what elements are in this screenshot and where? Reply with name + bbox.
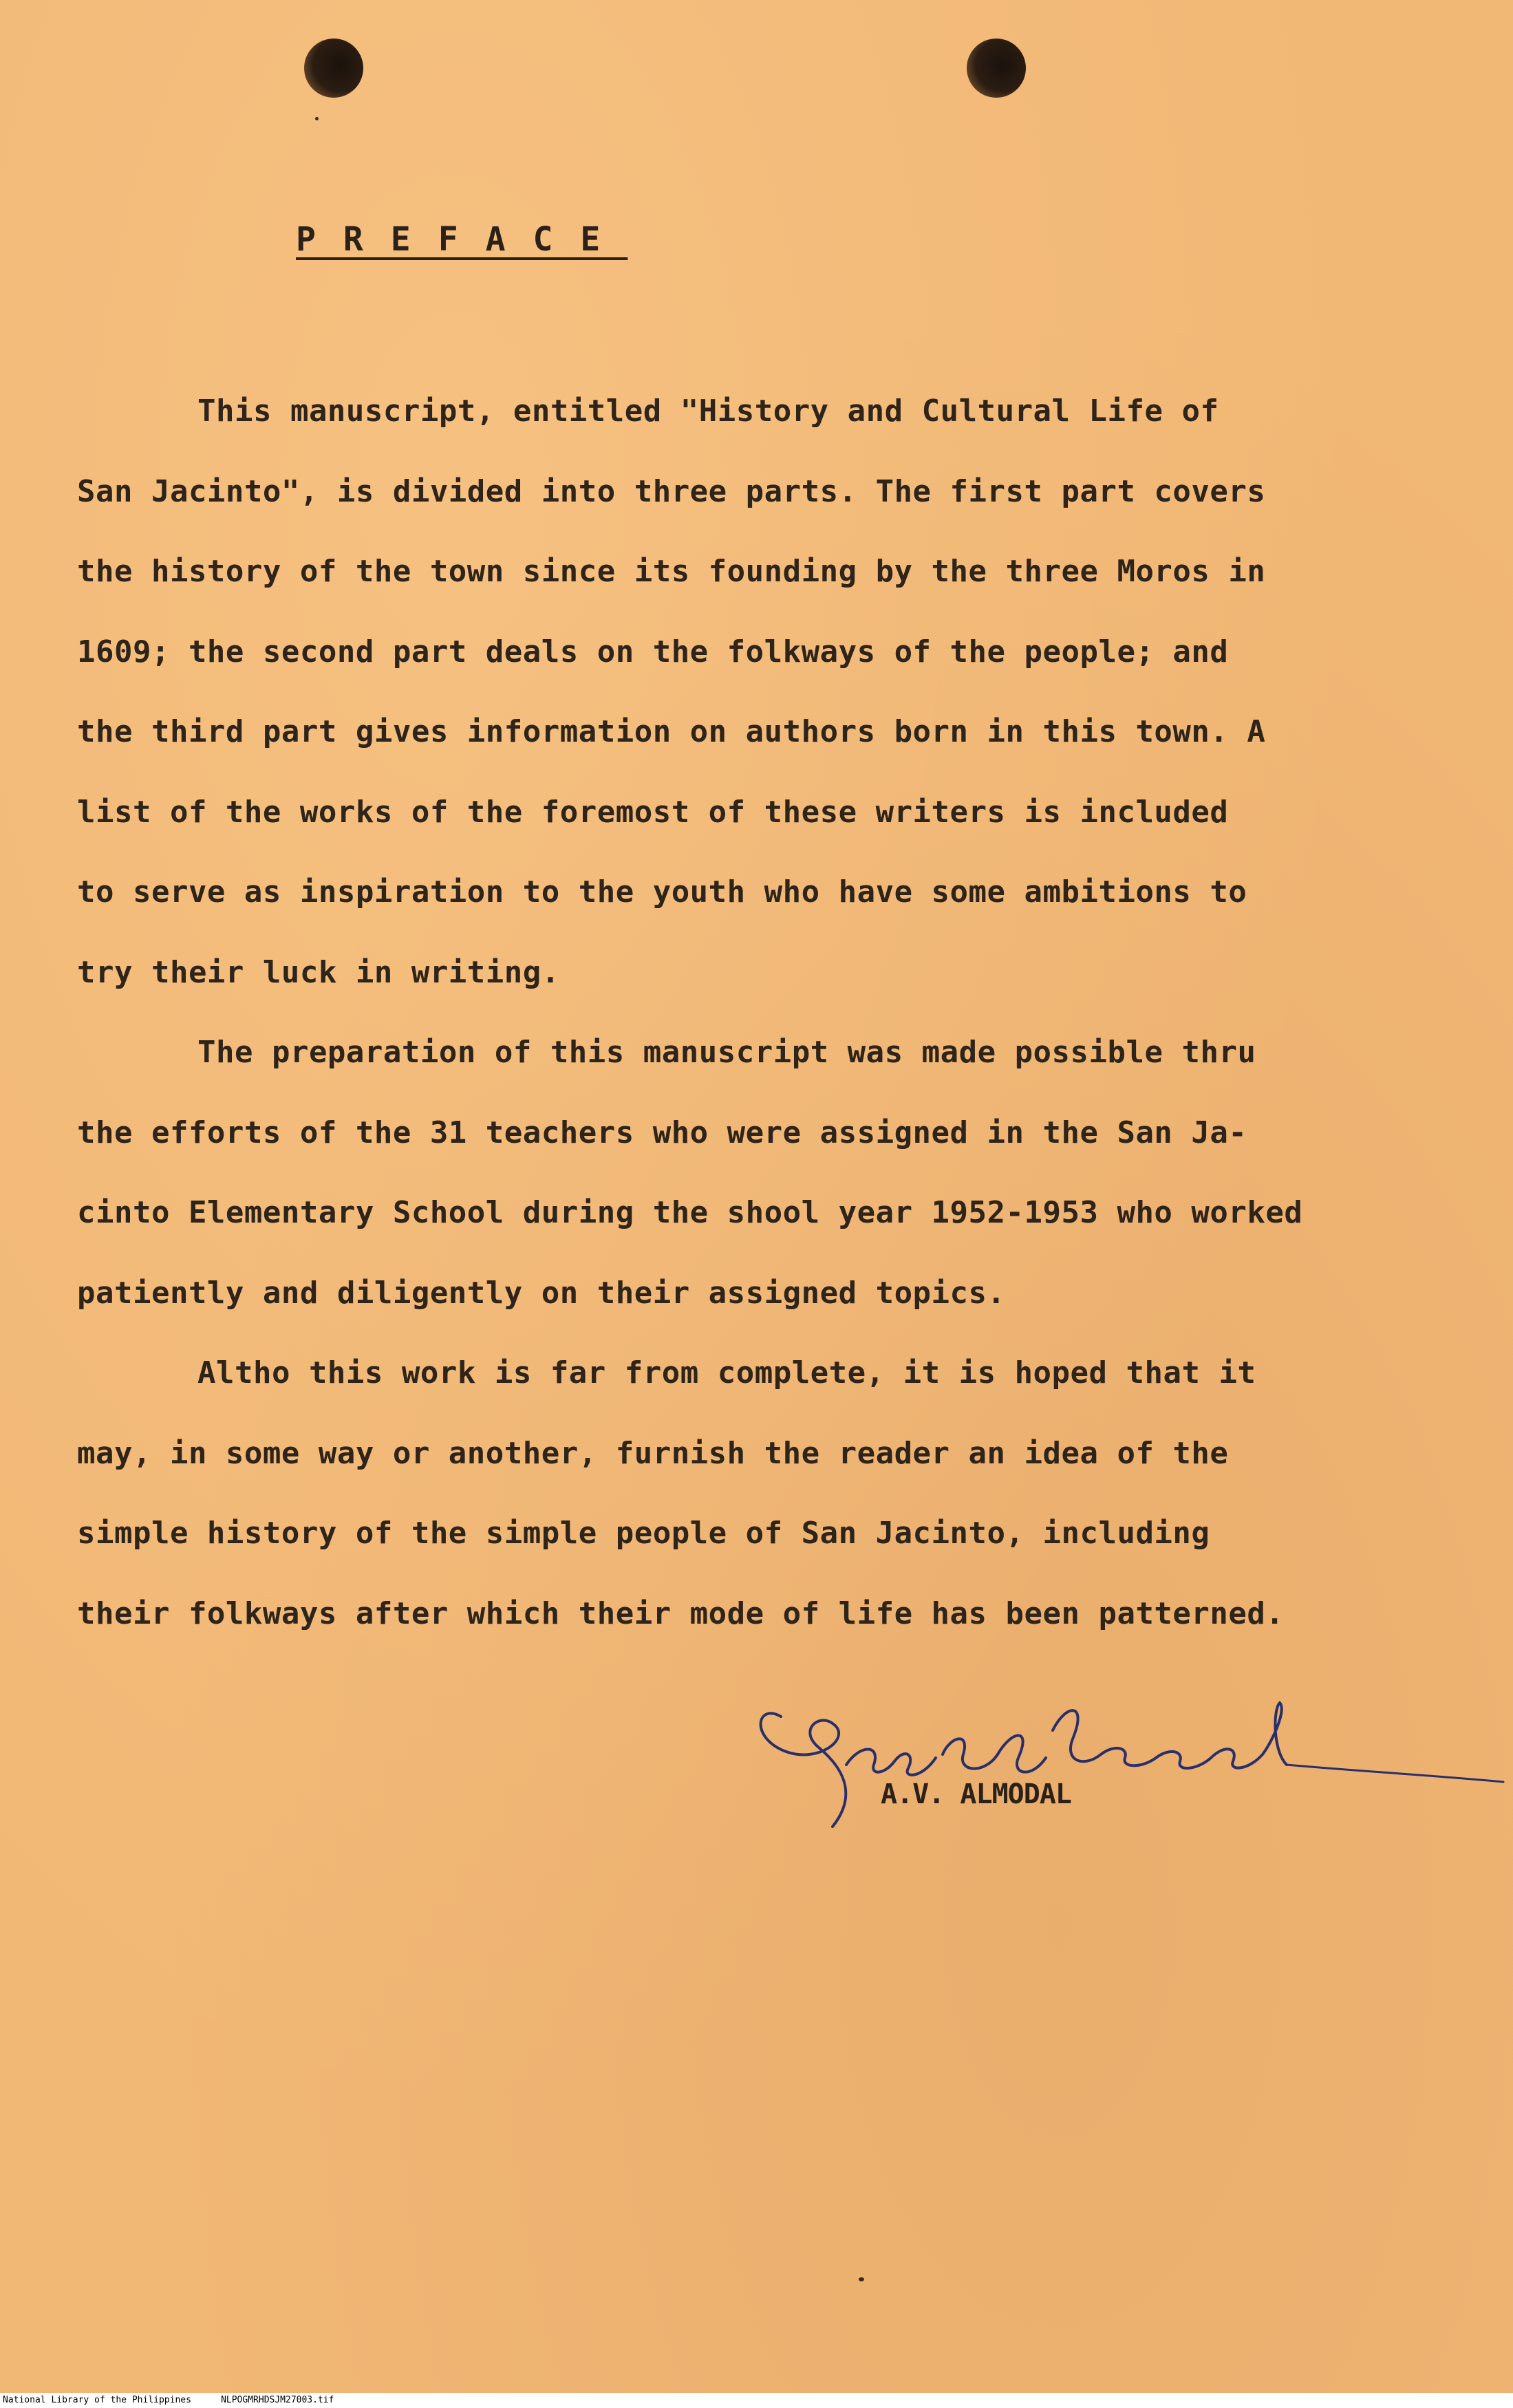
handwritten-signature (743, 1689, 1507, 1840)
typed-signatory-name: A.V. ALMODAL (881, 1778, 1071, 1810)
paragraph-3-line: their folkways after which their mode of life has been patterned. (77, 1595, 1285, 1631)
paragraph-1-line: This manuscript, entitled "History and Cultural Life of (197, 394, 1219, 429)
paragraph-3-line: simple history of the simple people of San Jacinto, including (77, 1516, 1210, 1551)
paragraph-1-line: 1609; the second part deals on the folkways of the people; and (77, 634, 1229, 669)
ink-speck (315, 117, 319, 120)
scan-footer (0, 2393, 1513, 2408)
page-title: PREFACE (296, 220, 628, 259)
paragraph-2-line: patiently and diligently on their assigned topics. (77, 1275, 1006, 1311)
paragraph-2-line: the efforts of the 31 teachers who were assigned in the San Ja- (77, 1115, 1247, 1150)
paragraph-1-line: the third part gives information on authors born in this town. A (77, 714, 1266, 749)
paragraph-3-line: Altho this work is far from complete, it is hoped that it (197, 1355, 1256, 1390)
preface-body (77, 372, 1398, 1654)
paragraph-1-line: San Jacinto", is divided into three parts. The first part covers (77, 473, 1266, 509)
paragraph-2-line: The preparation of this manuscript was made possible thru (197, 1035, 1256, 1070)
footer-source: National Library of the Philippines (3, 2395, 191, 2405)
signature-block (743, 1689, 1507, 1840)
punch-hole-left (304, 39, 363, 98)
footer-filename: NLPOGMRHDSJM27003.tif (221, 2395, 334, 2405)
ink-speck (859, 2277, 864, 2281)
paragraph-2-line: cinto Elementary School during the shool year 1952-1953 who worked (77, 1195, 1303, 1230)
paragraph-3-line: may, in some way or another, furnish the reader an idea of the (77, 1435, 1229, 1471)
paragraph-1-line: list of the works of the foremost of these writers is included (77, 794, 1229, 830)
punch-hole-right (967, 39, 1026, 98)
paragraph-1-line: the history of the town since its founding by the three Moros in (77, 554, 1266, 589)
paragraph-1-line: to serve as inspiration to the youth who have some ambitions to (77, 874, 1247, 910)
paragraph-1-line: try their luck in writing. (77, 954, 560, 990)
